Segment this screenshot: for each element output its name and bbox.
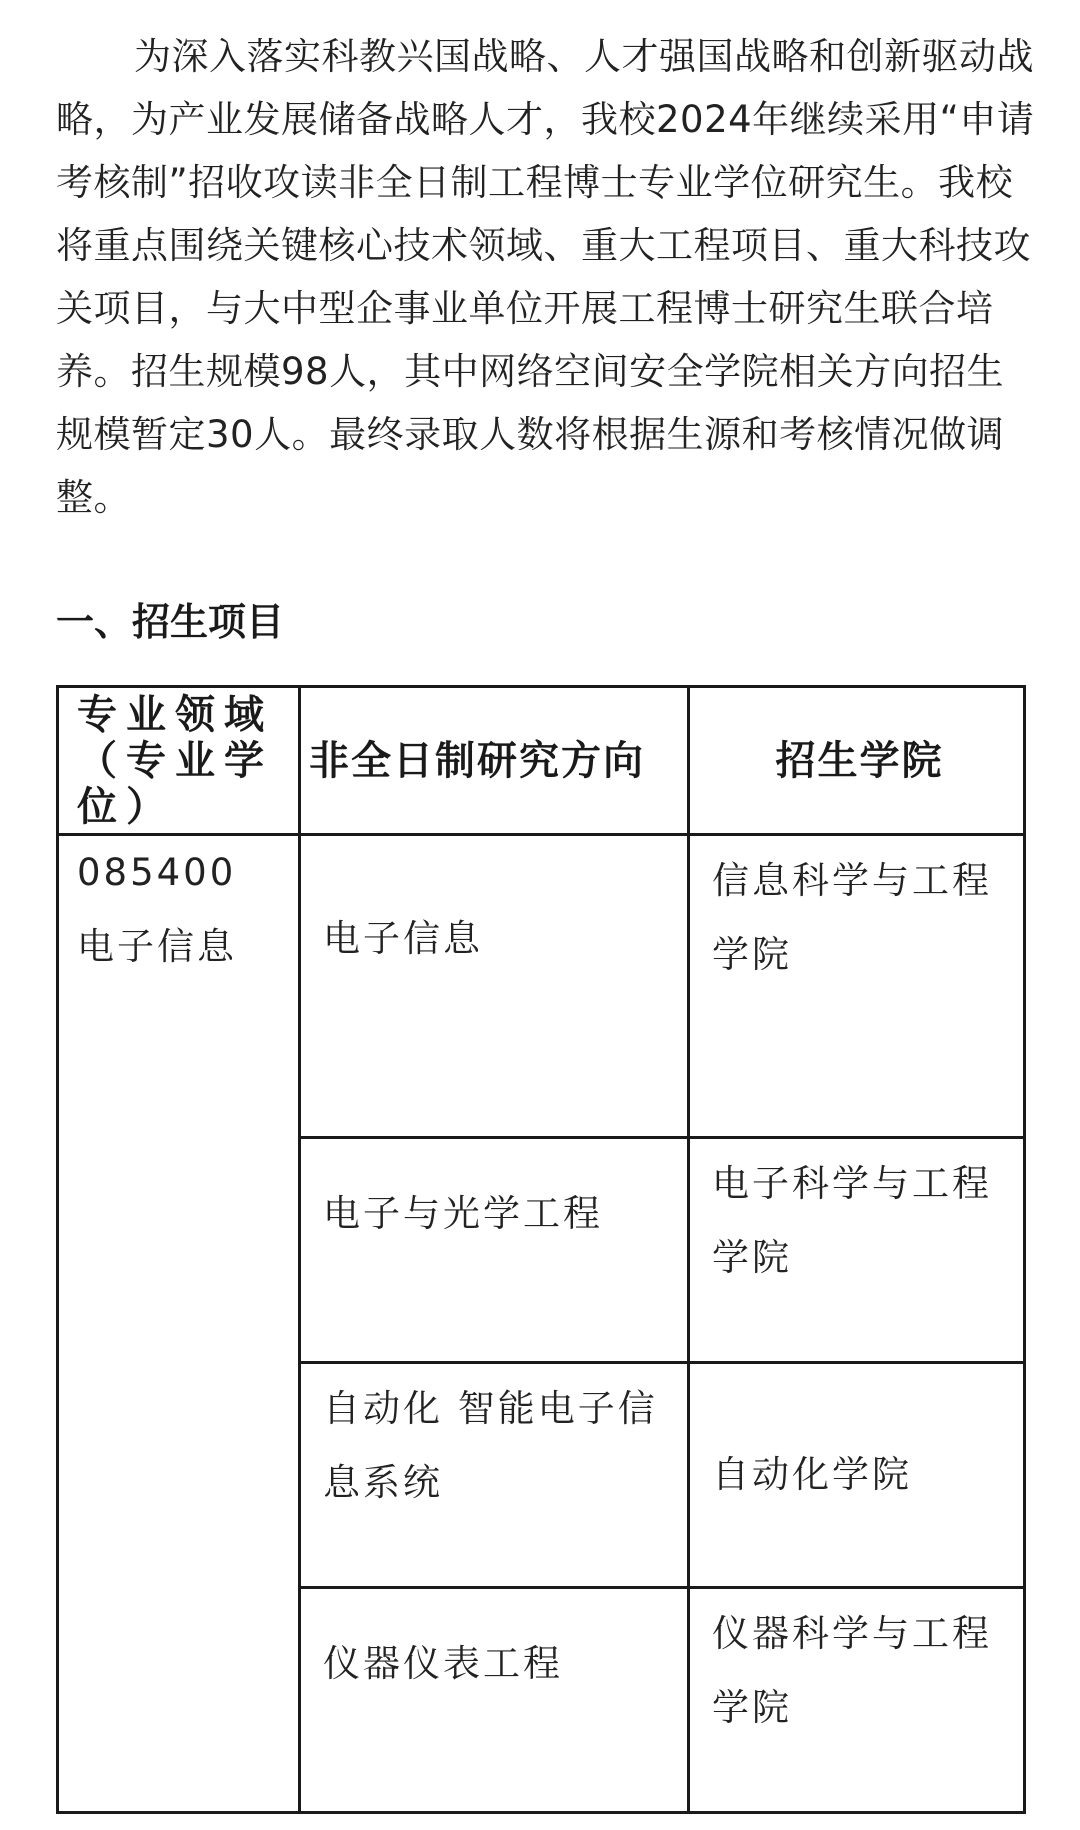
- direction-value: 电子信息: [323, 917, 483, 960]
- header-field: [58, 687, 300, 835]
- direction-cell: [300, 1363, 689, 1588]
- direction-cell: [300, 1588, 689, 1813]
- direction-value: 自动化 智能电子信息系统: [323, 1387, 658, 1504]
- college-cell: [689, 1138, 1025, 1363]
- direction-value: 电子与光学工程: [323, 1192, 603, 1235]
- section-title: 一、招生项目: [56, 600, 285, 644]
- header-college: [689, 687, 1025, 835]
- college-value: 仪器科学与工程学院: [712, 1612, 992, 1729]
- direction-cell: [300, 835, 689, 1138]
- college-value: 信息科学与工程学院: [712, 859, 992, 976]
- header-field-label: 专业领域（专业学位）: [77, 691, 273, 830]
- field-cell: [58, 835, 300, 1813]
- college-cell: [689, 835, 1025, 1138]
- intro-paragraph: 为深入落实科教兴国战略、人才强国战略和创新驱动战略，为产业发展储备战略人才，我校2024年继续采用“申请考核制”招收攻读非全日制工程博士专业学位研究生。我校将重点围绕关键核心技术领域、重大工程项目、重大科技攻关项目，与大中型企事业单位开展工程博士研究生联合培养。招生规模98人，其中网络空间安全学院相关方向招生规模暂定30人。最终录取人数将根据生源和考核情况做调整。: [56, 35, 1035, 519]
- table-header-row: [58, 687, 1025, 835]
- header-college-label: 招生学院: [775, 737, 944, 784]
- college-value: 电子科学与工程学院: [712, 1162, 992, 1279]
- header-direction-label: 非全日制研究方向: [309, 737, 645, 784]
- college-cell: [689, 1588, 1025, 1813]
- direction-cell: [300, 1138, 689, 1363]
- college-value: 自动化学院: [712, 1453, 912, 1496]
- enrollment-table: [56, 685, 1026, 1814]
- header-direction: [300, 687, 689, 835]
- table-row: [58, 835, 1025, 1138]
- college-cell: [689, 1363, 1025, 1588]
- direction-value: 仪器仪表工程: [323, 1642, 563, 1685]
- field-value: 085400 电子信息: [77, 851, 237, 968]
